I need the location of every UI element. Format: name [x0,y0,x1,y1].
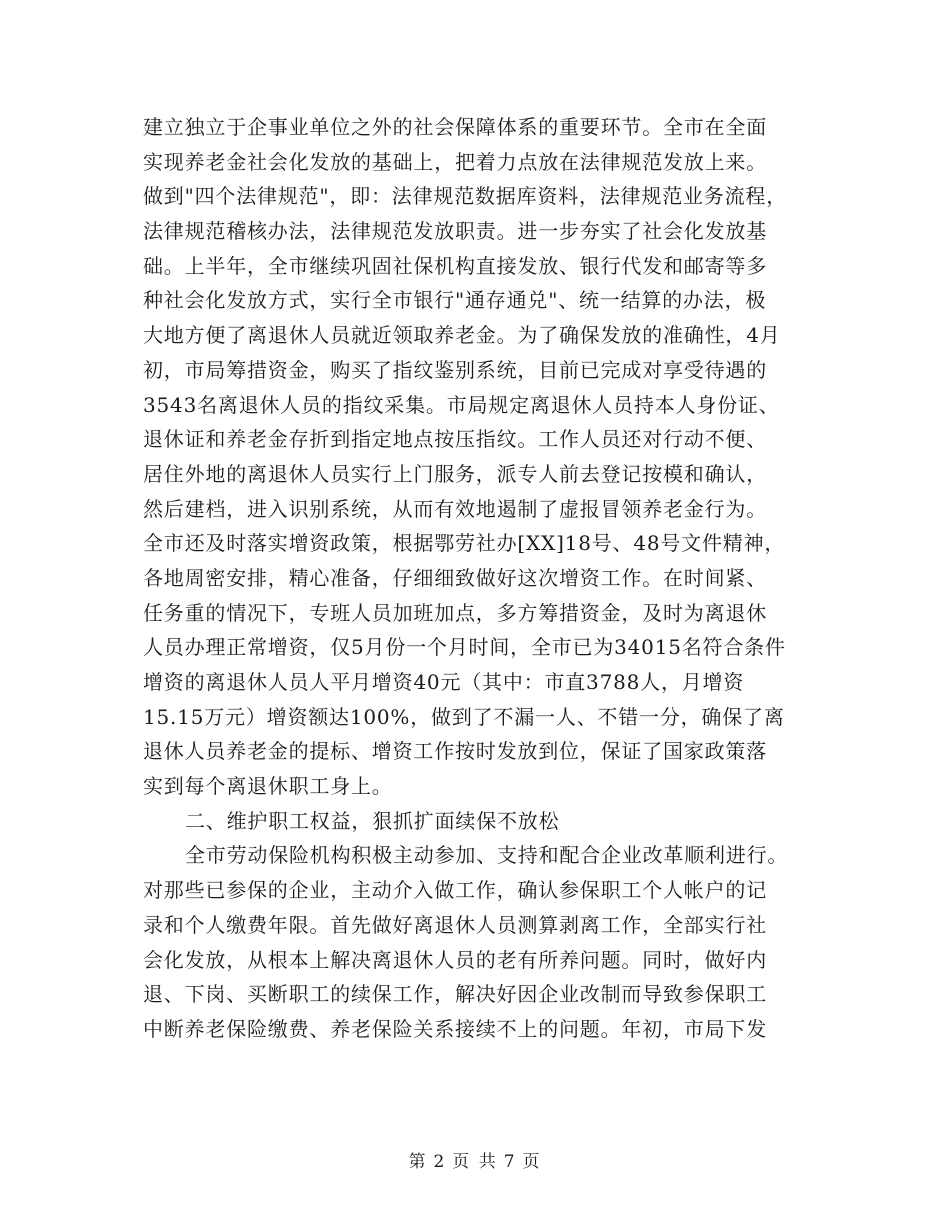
text-line: 对那些已参保的企业，主动介入做工作，确认参保职工个人帐户的记 [143,878,767,903]
text-line: 15.15万元）增资额达100%，做到了不漏一人、不错一分，确保了离 [143,704,785,729]
text-line: 种社会化发放方式，实行全市银行"通存通兑"、统一结算的办法，极 [143,288,767,313]
footer-middle: 页 共 [452,1152,498,1172]
text-line: 做到"四个法律规范"，即：法律规范数据库资料，法律规范业务流程， [143,184,787,209]
text-line: 退休证和养老金存折到指定地点按压指纹。工作人员还对行动不便、 [143,427,767,452]
text-line: 础。上半年，全市继续巩固社保机构直接发放、银行代发和邮寄等多 [143,253,767,278]
text-line: 中断养老保险缴费、养老保险关系接续不上的问题。年初，市局下发 [143,1016,767,1041]
text-line: 实现养老金社会化发放的基础上，把着力点放在法律规范发放上来。 [143,149,767,174]
text-line: 法律规范稽核办法，法律规范发放职责。进一步夯实了社会化发放基 [143,219,767,244]
footer-suffix: 页 [522,1152,542,1172]
page-number: 2 [433,1152,447,1172]
total-pages: 7 [503,1152,517,1172]
text-line: 初，市局筹措资金，购买了指纹鉴别系统，目前已完成对享受待遇的 [143,357,767,382]
page-footer [0,1147,950,1172]
section-heading: 二、维护职工权益，狠抓扩面续保不放松 [185,808,560,833]
text-line: 增资的离退休人员人平月增资40元（其中：市直3788人，月增资 [143,670,745,694]
footer-prefix: 第 [408,1152,428,1172]
text-line: 各地周密安排，精心准备，仔细细致做好这次增资工作。在时间紧、 [143,565,767,590]
text-line: 任务重的情况下，专班人员加班加点，多方筹措资金，及时为离退休 [143,600,767,625]
text-line: 大地方便了离退休人员就近领取养老金。为了确保发放的准确性，4月 [143,323,781,348]
text-line: 全市劳动保险机构积极主动参加、支持和配合企业改革顺利进行。 [185,843,789,868]
body-text [143,110,823,1047]
text-line: 3543名离退休人员的指纹采集。市局规定离退休人员持本人身份证、 [143,392,780,417]
text-line: 建立独立于企事业单位之外的社会保障体系的重要环节。全市在全面 [143,115,767,139]
text-line: 居住外地的离退休人员实行上门服务，派专人前去登记按模和确认， [143,461,767,486]
text-line: 实到每个离退休职工身上。 [143,774,393,799]
text-line: 退、下岗、买断职工的续保工作，解决好因企业改制而导致参保职工 [143,982,767,1007]
text-line: 然后建档，进入识别系统，从而有效地遏制了虚报冒领养老金行为。 [143,496,767,521]
text-line: 人员办理正常增资，仅5月份一个月时间，全市已为34015名符合条件 [143,635,786,660]
text-line: 全市还及时落实增资政策，根据鄂劳社办[XX]18号、48号文件精神， [143,531,786,556]
text-line: 退休人员养老金的提标、增资工作按时发放到位，保证了国家政策落 [143,739,767,764]
text-line: 录和个人缴费年限。首先做好离退休人员测算剥离工作，全部实行社 [143,912,767,937]
text-line: 会化发放，从根本上解决离退休人员的老有所养问题。同时，做好内 [143,947,767,972]
